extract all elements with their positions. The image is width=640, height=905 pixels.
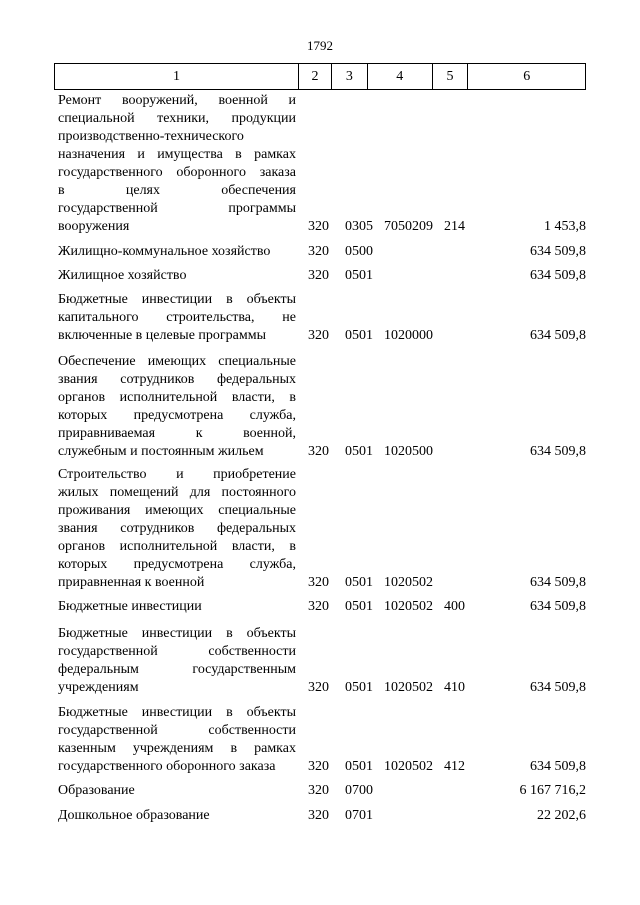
- description-line: Ремонт вооружений, военной и: [58, 93, 296, 108]
- description-line: федеральным государственным: [58, 662, 296, 677]
- column-3-value: 0501: [345, 575, 373, 590]
- row-description: [58, 807, 296, 825]
- column-3-value: 0501: [345, 328, 373, 343]
- description-line: Дошкольное образование: [58, 808, 210, 823]
- column-2-value: 320: [308, 268, 329, 283]
- column-6-value: 1 453,8: [544, 219, 586, 234]
- table-row: [58, 807, 588, 825]
- column-2-value: 320: [308, 759, 329, 774]
- column-6-value: 634 509,8: [530, 244, 586, 259]
- description-line: включенные в целевые программы: [58, 328, 267, 343]
- description-line: звания сотрудников федеральных: [58, 372, 296, 387]
- description-line: учреждениям: [58, 680, 139, 695]
- row-description: [58, 704, 296, 776]
- description-line: которых предусмотрена служба,: [58, 408, 296, 423]
- column-3-value: 0501: [345, 599, 373, 614]
- description-line: органов исполнительной власти, в: [58, 390, 296, 405]
- column-6-value: 634 509,8: [530, 268, 586, 283]
- description-line: проживания имеющих специальные: [58, 503, 296, 518]
- description-line: государственного оборонного заказа: [58, 759, 276, 774]
- column-6-value: 634 509,8: [530, 599, 586, 614]
- row-description: [58, 92, 296, 236]
- description-line: приравненная к военной: [58, 575, 205, 590]
- table-row: [58, 704, 588, 776]
- column-2-value: 320: [308, 219, 329, 234]
- description-line: Бюджетные инвестиции в объекты: [58, 705, 296, 720]
- description-line: производственно-технического: [58, 129, 244, 144]
- column-2-value: 320: [308, 244, 329, 259]
- column-2-value: 320: [308, 444, 329, 459]
- column-3-value: 0501: [345, 759, 373, 774]
- description-line: Бюджетные инвестиции: [58, 599, 202, 614]
- description-line: казенным учреждениям в рамках: [58, 741, 296, 756]
- description-line: Образование: [58, 783, 135, 798]
- column-3-value: 0701: [345, 808, 373, 823]
- column-4-value: 1020502: [384, 759, 433, 774]
- column-4-value: 1020502: [384, 680, 433, 695]
- header-col-6: 6: [523, 68, 531, 84]
- description-line: Жилищное хозяйство: [58, 268, 187, 283]
- column-2-value: 320: [308, 680, 329, 695]
- column-5-value: 400: [444, 599, 465, 614]
- row-description: [58, 353, 296, 461]
- column-6-value: 634 509,8: [530, 680, 586, 695]
- table-row: [58, 782, 588, 800]
- column-6-value: 22 202,6: [537, 808, 586, 823]
- header-col-5: 5: [433, 64, 469, 89]
- column-4-value: 7050209: [384, 219, 433, 234]
- column-2-value: 320: [308, 808, 329, 823]
- column-6-value: 634 509,8: [530, 759, 586, 774]
- column-5-value: 214: [444, 219, 465, 234]
- description-line: в целях обеспечения: [58, 183, 296, 198]
- column-4-value: 1020502: [384, 575, 433, 590]
- description-line: государственной собственности: [58, 723, 296, 738]
- description-line: Жилищно-коммунальное хозяйство: [58, 244, 271, 259]
- header-col-3: 3: [332, 64, 368, 89]
- description-line: Строительство и приобретение: [58, 467, 296, 482]
- description-line: которых предусмотрена служба,: [58, 557, 296, 572]
- row-description: [58, 782, 296, 800]
- column-3-value: 0501: [345, 444, 373, 459]
- row-description: [58, 625, 296, 697]
- table-row: [58, 243, 588, 261]
- column-2-value: 320: [308, 599, 329, 614]
- column-3-value: 0500: [345, 244, 373, 259]
- description-line: государственной программы: [58, 201, 296, 216]
- description-line: капитального строительства, не: [58, 310, 296, 325]
- column-4-value: 1020500: [384, 444, 433, 459]
- column-3-value: 0501: [345, 268, 373, 283]
- description-line: назначения и имущества в рамках: [58, 147, 296, 162]
- header-col-1: 1: [55, 64, 299, 89]
- row-description: [58, 267, 296, 285]
- column-4-value: 1020502: [384, 599, 433, 614]
- column-6-value: 634 509,8: [530, 575, 586, 590]
- column-2-value: 320: [308, 328, 329, 343]
- row-description: [58, 291, 296, 345]
- table-row: [58, 353, 588, 461]
- description-line: Обеспечение имеющих специальные: [58, 354, 296, 369]
- column-4-value: 1020000: [384, 328, 433, 343]
- column-3-value: 0501: [345, 680, 373, 695]
- page-number: 1792: [307, 38, 333, 53]
- column-3-value: 0305: [345, 219, 373, 234]
- table-row: [58, 466, 588, 592]
- description-line: приравниваемая к военной,: [58, 426, 296, 441]
- column-6-value: 6 167 716,2: [519, 783, 586, 798]
- table-row: [58, 92, 588, 236]
- row-description: [58, 243, 296, 261]
- column-5-value: 410: [444, 680, 465, 695]
- description-line: вооружения: [58, 219, 130, 234]
- header-col-2: 2: [299, 64, 332, 89]
- table-row: [58, 291, 588, 345]
- description-line: Бюджетные инвестиции в объекты: [58, 626, 296, 641]
- description-line: Бюджетные инвестиции в объекты: [58, 292, 296, 307]
- table-row: [58, 267, 588, 285]
- description-line: органов исполнительной власти, в: [58, 539, 296, 554]
- description-line: служебным и постоянным жильем: [58, 444, 264, 459]
- column-2-value: 320: [308, 783, 329, 798]
- table-row: [58, 598, 588, 616]
- description-line: звания сотрудников федеральных: [58, 521, 296, 536]
- description-line: государственной собственности: [58, 644, 296, 659]
- description-line: специальной техники, продукции: [58, 111, 296, 126]
- header-col-4: 4: [368, 64, 433, 89]
- description-line: жилых помещений для постоянного: [58, 485, 296, 500]
- column-5-value: 412: [444, 759, 465, 774]
- column-3-value: 0700: [345, 783, 373, 798]
- column-6-value: 634 509,8: [530, 444, 586, 459]
- column-2-value: 320: [308, 575, 329, 590]
- row-description: [58, 598, 296, 616]
- column-6-value: 634 509,8: [530, 328, 586, 343]
- description-line: государственного оборонного заказа: [58, 165, 296, 180]
- row-description: [58, 466, 296, 592]
- table-row: [58, 625, 588, 697]
